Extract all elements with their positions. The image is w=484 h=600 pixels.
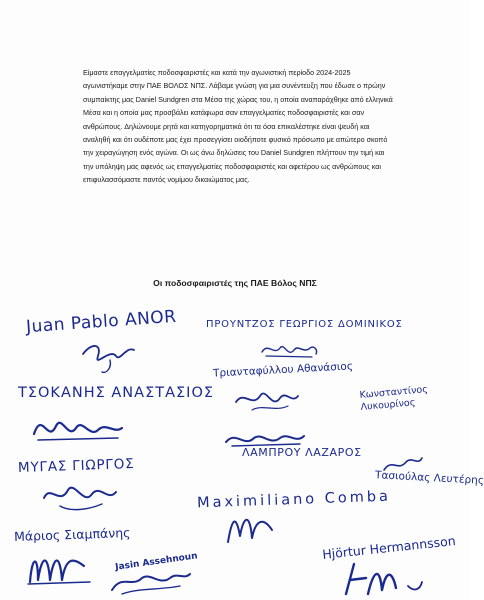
signature-name-marios: Μάριος Σιαμπάνης — [13, 524, 131, 545]
signature-name-jasin: Jasin Assehnoun — [114, 551, 199, 573]
signature-scribble-hjortur — [340, 558, 430, 598]
signatories-heading: Οι ποδοσφαιριστές της ΠΑΕ Βόλος ΝΠΣ — [153, 278, 317, 288]
signature-name-prountzos: ΠΡΟΥΝΤΖΟΣ ΓΕΩΡΓΙΟΣ ΔΟΜΙΝΙΚΟΣ — [206, 319, 403, 330]
signature-scribble-tsokanis — [30, 404, 125, 448]
signature-scribble-maximiliano — [222, 508, 278, 548]
signature-name-lambrou: ΛΑΜΠΡΟΥ ΛΑΖΑΡΟΣ — [242, 446, 362, 459]
signature-scribble-juan-pablo — [80, 338, 140, 378]
signature-name-mygas: ΜΥΓΑΣ ΓΙΩΡΓΟΣ — [17, 455, 135, 477]
signature-name-konstantinos: Κωνσταντίνος Λυκουρίνος — [359, 384, 429, 413]
signature-name-tasioulas: Τασιούλας Λευτέρης — [374, 469, 484, 487]
signature-name-hjortur: Hjörtur Hermannsson — [321, 533, 457, 562]
signature-name-juan-pablo: Juan Pablo ANOR — [25, 306, 178, 338]
signature-scribble-mygas — [40, 476, 120, 516]
signature-scribble-marios — [24, 546, 94, 590]
statement-paragraph: Είμαστε επαγγελματίες ποδοσφαιριστές και κατά την αγωνιστική περίοδο 2024-2025 αγωνιστήκαμε στην ΠΑΕ ΒΟΛΟΣ ΝΠΣ. Λάβαμε γνώση για μια συνέντευξη που έδωσε ο πρώην συμπαίκτης μας Daniel Sundgren στα Μέσα της χώρας του, η οποία αναπαράχθηκε από ελληνικά Μέσα και η οποία μας προσβάλει κατάφωρα σαν επαγγελματίες ποδοσφαιριστές και σαν ανθρώπους. Δηλώνουμε ρητά και κατηγορηματικά ότι τα όσα επικαλέστηκε είναι ψευδή και αναληθή και ότι ουδέποτε μας έχει προσεγγίσει οιοδήποτε φυσικό πρόσωπο με απώτερο σκοπό την χειραγώγηση ενός αγώνα. Οι ως άνω δηλώσεις του Daniel Sundgren πλήττουν την τιμή και την υπόληψη μας αφενός ως επαγγελματίες ποδοσφαιριστές και αφετέρου ως ανθρώπους και επιφυλασσόμαστε παντός νομίμου δικαιώματος μας. — [83, 68, 393, 185]
signature-name-tsokanis: ΤΣΟΚΑΝΗΣ ΑΝΑΣΤΑΣΙΟΣ — [18, 385, 215, 401]
signature-scribble-prountzos — [260, 336, 320, 362]
signature-scribble-jasin — [108, 566, 192, 596]
signature-name-maximiliano: Maximiliano Comba — [196, 488, 392, 512]
signature-name-triantafyllou: Τριανταφύλλου Αθανάσιος — [212, 360, 354, 380]
signature-scribble-triantafyllou — [232, 382, 302, 418]
